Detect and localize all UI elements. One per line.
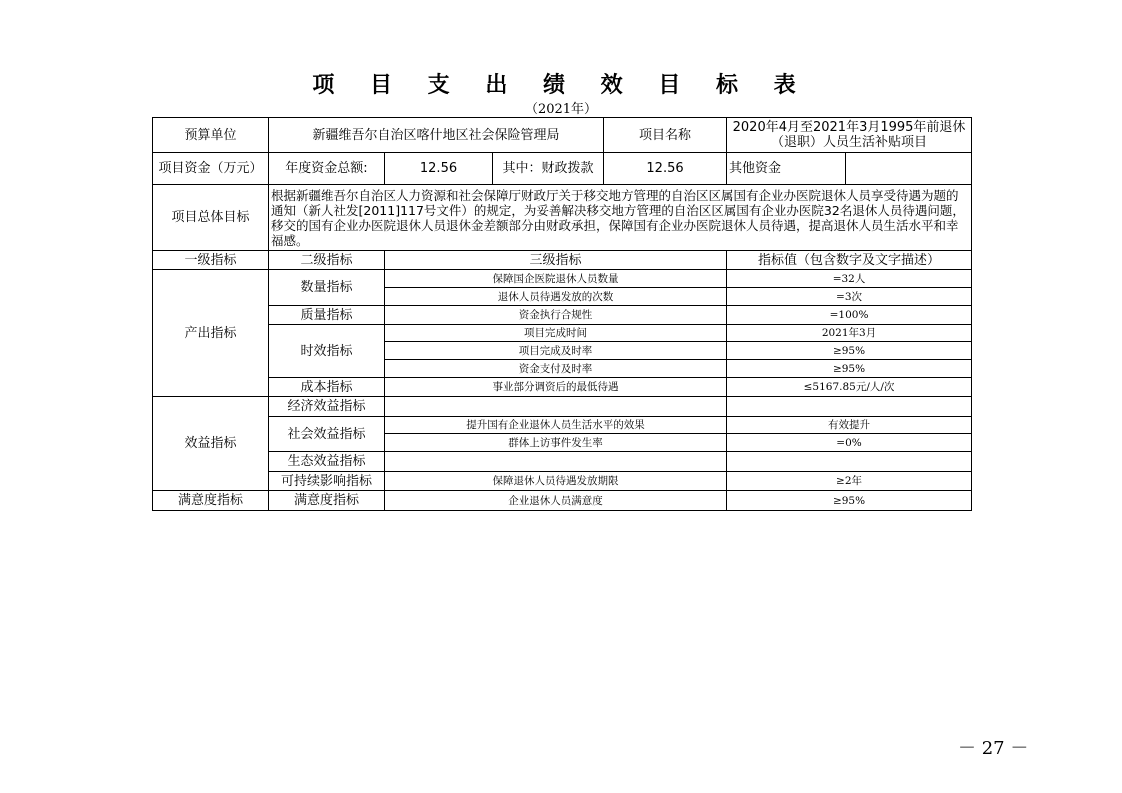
- col-level2: 二级指标: [269, 251, 385, 270]
- satisfaction-label: 满意度指标: [153, 491, 269, 511]
- header-row: [153, 118, 972, 153]
- table-row: [153, 325, 972, 342]
- indicator-value: =0%: [727, 434, 972, 452]
- indicator-value: 有效提升: [727, 417, 972, 434]
- indicator-value: ≥95%: [727, 360, 972, 378]
- budget-unit-label: 预算单位: [153, 118, 269, 153]
- funds-row: [153, 153, 972, 185]
- ecological-label: 生态效益指标: [269, 452, 385, 472]
- indicator-value: =3次: [727, 288, 972, 306]
- year-label: （2021年）: [524, 102, 598, 117]
- other-funds-value: [846, 153, 972, 185]
- project-name-label: 项目名称: [604, 118, 727, 153]
- budget-unit-value: 新疆维吾尔自治区喀什地区社会保险管理局: [269, 118, 604, 153]
- indicator-value: [727, 397, 972, 417]
- indicator-name: 资金支付及时率: [385, 360, 727, 378]
- indicator-name: 提升国有企业退休人员生活水平的效果: [385, 417, 727, 434]
- indicator-value: [727, 452, 972, 472]
- quality-label: 质量指标: [269, 306, 385, 325]
- overall-goal-text: 根据新疆维吾尔自治区人力资源和社会保障厅财政厅关于移交地方管理的自治区区属国有企业办医院退休人员享受待遇为题的通知（新人社发[2011]117号文件）的规定，为妥善解决移交地方管理的自治区区属国有企业办医院32名退休人员待遇问题，移交的国有企业办医院退休人员退休金差额部分由财政承担，保障国有企业办医院退休人员待遇，提高退休人员生活水平和幸福感。: [269, 185, 972, 251]
- fiscal-funds-label: 其中：财政拨款: [493, 153, 604, 185]
- indicator-name: 群体上访事件发生率: [385, 434, 727, 452]
- funds-label: 项目资金（万元）: [153, 153, 269, 185]
- col-value: 指标值（包含数字及文字描述）: [727, 251, 972, 270]
- table-row: [153, 452, 972, 472]
- output-label: 产出指标: [153, 270, 269, 397]
- indicator-name: 保障退休人员待遇发放期限: [385, 472, 727, 491]
- indicator-name: 保障国企医院退休人员数量: [385, 270, 727, 288]
- indicator-value: 2021年3月: [727, 325, 972, 342]
- indicator-name: 企业退休人员满意度: [385, 491, 727, 511]
- quantity-label: 数量指标: [269, 270, 385, 306]
- timeliness-label: 时效指标: [269, 325, 385, 378]
- indicator-name: 事业部分调资后的最低待遇: [385, 378, 727, 397]
- column-header-row: [153, 251, 972, 270]
- table-row: [153, 270, 972, 288]
- project-name-value: 2020年4月至2021年3月1995年前退休（退职）人员生活补贴项目: [727, 118, 972, 153]
- col-level3: 三级指标: [385, 251, 727, 270]
- indicator-value: =100%: [727, 306, 972, 325]
- indicator-value: ≤5167.85元/人/次: [727, 378, 972, 397]
- table-row: [153, 417, 972, 434]
- indicator-value: ≥2年: [727, 472, 972, 491]
- indicator-name: [385, 452, 727, 472]
- table-row: [153, 378, 972, 397]
- indicator-value: ≥95%: [727, 342, 972, 360]
- table-row: [153, 491, 972, 511]
- performance-table: [152, 117, 972, 511]
- other-funds-label: 其他资金: [727, 153, 846, 185]
- indicator-name: 项目完成时间: [385, 325, 727, 342]
- indicator-value: =32人: [727, 270, 972, 288]
- overall-goal-row: [153, 185, 972, 251]
- col-level1: 一级指标: [153, 251, 269, 270]
- sustainable-label: 可持续影响指标: [269, 472, 385, 491]
- indicator-value: ≥95%: [727, 491, 972, 511]
- page-number: － 27 －: [958, 738, 1029, 759]
- table-row: [153, 397, 972, 417]
- table-row: [153, 306, 972, 325]
- social-label: 社会效益指标: [269, 417, 385, 452]
- indicator-name: 退休人员待遇发放的次数: [385, 288, 727, 306]
- satisfaction-sub-label: 满意度指标: [269, 491, 385, 511]
- page-title: 项 目 支 出 绩 效 目 标 表: [312, 73, 810, 98]
- fiscal-funds-value: 12.56: [604, 153, 727, 185]
- total-funds-value: 12.56: [385, 153, 493, 185]
- total-funds-label: 年度资金总额:: [269, 153, 385, 185]
- indicator-name: 项目完成及时率: [385, 342, 727, 360]
- cost-label: 成本指标: [269, 378, 385, 397]
- indicator-name: [385, 397, 727, 417]
- benefit-label: 效益指标: [153, 397, 269, 491]
- overall-goal-label: 项目总体目标: [153, 185, 269, 251]
- table-row: [153, 472, 972, 491]
- economic-label: 经济效益指标: [269, 397, 385, 417]
- indicator-name: 资金执行合规性: [385, 306, 727, 325]
